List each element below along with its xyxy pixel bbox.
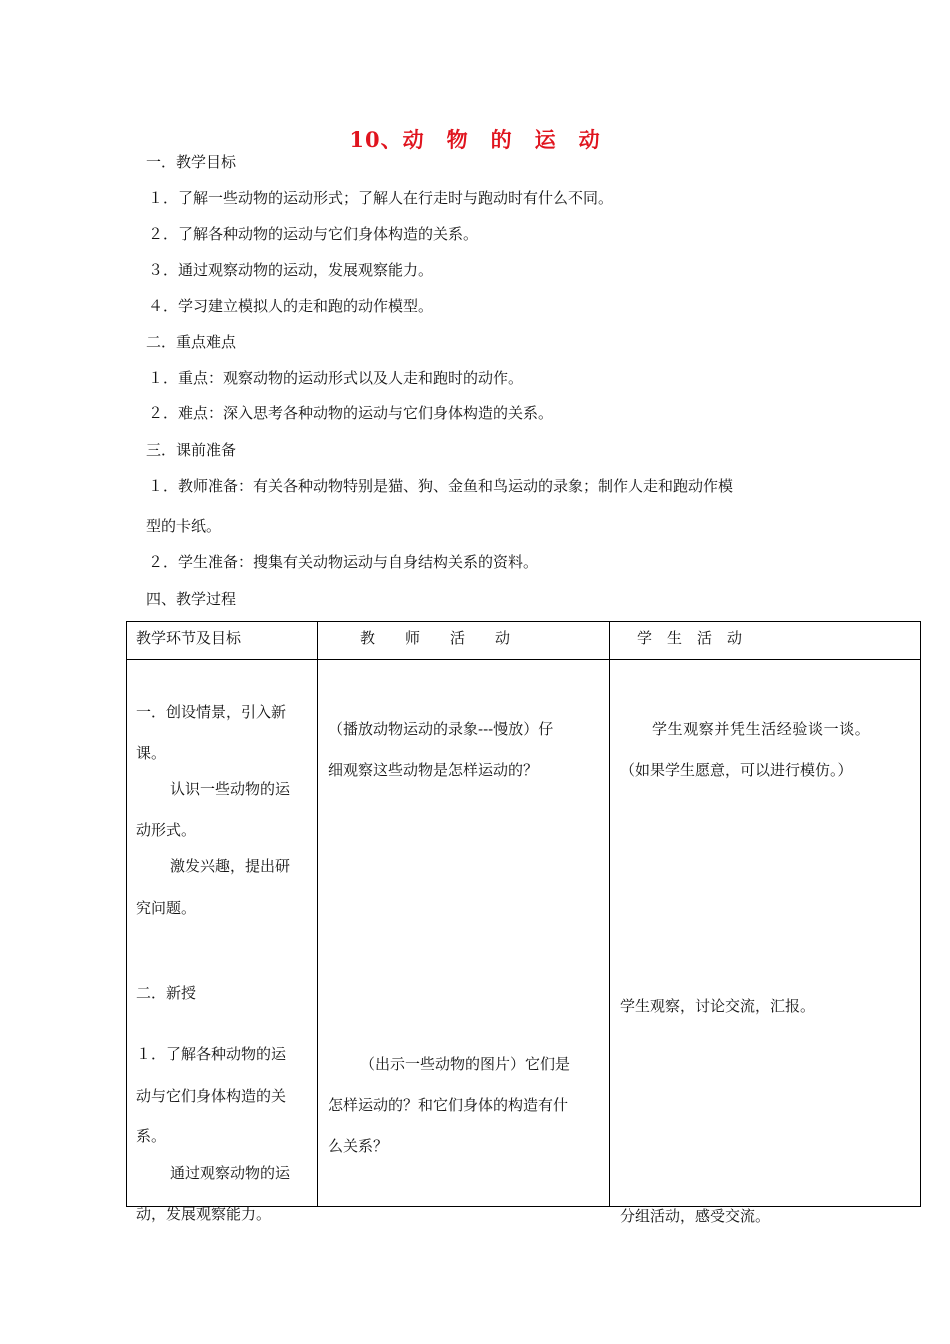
table-header-row bbox=[127, 622, 921, 660]
table-row bbox=[127, 660, 921, 1207]
preparation-item-2: ２．学生准备：搜集有关动物运动与自身结构关系的资料。 bbox=[148, 553, 539, 571]
teacher-line: （播放动物运动的录象---慢放）仔 bbox=[328, 720, 554, 738]
goal-item-2: ２．了解各种动物的运动与它们身体构造的关系。 bbox=[148, 225, 479, 243]
header-cell-stage bbox=[127, 622, 318, 660]
stage-line: 动与它们身体构造的关 bbox=[136, 1087, 287, 1105]
student-line: 学生观察并凭生活经验谈一谈。 bbox=[652, 720, 871, 738]
student-line: （如果学生愿意，可以进行模仿。） bbox=[620, 761, 853, 779]
stage-line: 激发兴趣，提出研 bbox=[170, 857, 291, 875]
stage-line: 系。 bbox=[136, 1127, 167, 1145]
section-heading-preparation: 三．课前准备 bbox=[146, 441, 237, 459]
header-student-label: 学 生 活 动 bbox=[637, 629, 743, 647]
stage-line: 一．创设情景，引入新 bbox=[136, 703, 287, 721]
stage-line: 动形式。 bbox=[136, 821, 197, 839]
key-point-item-2: ２．难点：深入思考各种动物的运动与它们身体构造的关系。 bbox=[148, 404, 554, 422]
student-activity-cell bbox=[610, 660, 921, 1225]
goal-item-3: ３．通过观察动物的运动，发展观察能力。 bbox=[148, 261, 434, 279]
stage-line: 动，发展观察能力。 bbox=[136, 1205, 272, 1223]
goal-item-1: １．了解一些动物的运动形式；了解人在行走时与跑动时有什么不同。 bbox=[148, 189, 614, 207]
stage-line: 二．新授 bbox=[136, 984, 197, 1002]
preparation-item-1: １．教师准备：有关各种动物特别是猫、狗、金鱼和鸟运动的录象；制作人走和跑动作模 bbox=[148, 477, 734, 495]
teacher-line: 怎样运动的？和它们身体的构造有什 bbox=[328, 1096, 569, 1114]
page-title: 10、动 物 的 运 动 bbox=[349, 127, 601, 152]
student-line: 学生观察，讨论交流，汇报。 bbox=[620, 997, 816, 1015]
stage-line: 究问题。 bbox=[136, 899, 197, 917]
teacher-line: 细观察这些动物是怎样运动的？ bbox=[328, 761, 539, 779]
teacher-line: （出示一些动物的图片）它们是 bbox=[360, 1055, 571, 1073]
teaching-process-table bbox=[126, 621, 921, 1225]
header-teacher-label: 教 师 活 动 bbox=[360, 629, 511, 647]
stage-line: １．了解各种动物的运 bbox=[136, 1045, 287, 1063]
teacher-line: 么关系？ bbox=[328, 1137, 389, 1155]
section-heading-goals: 一．教学目标 bbox=[146, 153, 237, 171]
stage-line: 认识一些动物的运 bbox=[170, 780, 291, 798]
stage-cell bbox=[127, 660, 318, 1223]
key-point-item-1: １．重点：观察动物的运动形式以及人走和跑时的动作。 bbox=[148, 369, 524, 387]
stage-line: 通过观察动物的运 bbox=[170, 1164, 291, 1182]
section-heading-key-points: 二．重点难点 bbox=[146, 333, 237, 351]
header-cell-student bbox=[610, 622, 921, 660]
header-stage-label: 教学环节及目标 bbox=[136, 629, 242, 647]
preparation-item-1-cont: 型的卡纸。 bbox=[146, 517, 222, 535]
student-line: 分组活动，感受交流。 bbox=[620, 1207, 771, 1225]
section-heading-process: 四、教学过程 bbox=[146, 590, 237, 608]
header-cell-teacher bbox=[318, 622, 610, 660]
goal-item-4: ４．学习建立模拟人的走和跑的动作模型。 bbox=[148, 297, 434, 315]
teacher-activity-cell bbox=[318, 660, 610, 1207]
stage-line: 课。 bbox=[136, 744, 167, 762]
